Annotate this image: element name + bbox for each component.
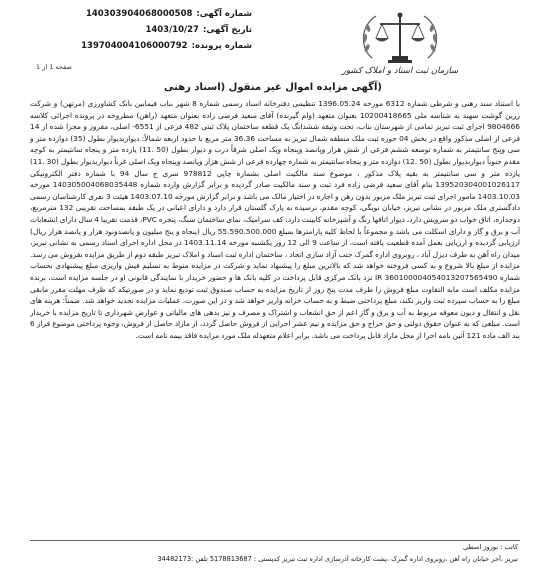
page-number: صفحه 1 از 1 — [36, 63, 72, 71]
announcement-date-row — [92, 22, 252, 38]
footer-signer: کاتب : نوروز اسطی — [462, 543, 518, 551]
file-number: 139704004106000792 — [81, 41, 188, 51]
emblem-logo — [350, 4, 450, 70]
announcement-date-label: تاریخ آگهی: — [202, 25, 252, 35]
footer-address: تبریز ،آخر خیابان راه آهن ،روبروی اداره گمرک ،پشت کارخانه آذرسازی اداره ثبت تبریز کدپستی : 5178813687 تلفن :34482173 — [157, 555, 518, 563]
announcement-date: 1403/10/27 — [145, 25, 199, 35]
announcement-number-label: شماره آگهی: — [196, 9, 252, 19]
document-title: (آگهی مزایده اموال غیر منقول (اسناد رهنی — [164, 82, 382, 93]
announcement-number-row — [85, 6, 252, 22]
header-meta — [81, 6, 252, 54]
document-body: با استناد سند رهنی و شرطی شماره 6312 مورخه 1396.05.24 تنظیمی دفترخانه اسناد رسمی شماره 8 شهر بناب فیمابین بانک کشاورزی (مرتهن) و شرکت زرین گوشت سهند به شناسه ملی 10200418665 بعنوان متعهد (وام گیرنده) آقای سعید فرضی زاده بعنوان متعهد (راهن) مطروحه در پرونده اجرائی کلاسه 9804666 اجرای ثبت تبریز تمامی از شهرستان بناب، تحت وثیقه ششدانگ یک قطعه ساختمان پلاک ثبتی 482 فرعی از 6551- اصلی، مفروز و مجزا شده از 14 فرعی از اصلی مذکور واقع در بخش 04 حوزه ثبت ملک منطقه شمال تبریز به مساحت 36.36 متر مربع با حدود اربعه شمالاً: دیواربدیوار بطول (35) دوازده متر و سی وپنج سانتیمتر به شماره توسعه ششم فرعی از شش هزار وپانصد وپنجاه ویک اصلی شرقاً درب و دیوار بطول (50 .11) یازده متر و پنجاه سانتیمتر به کوچه مقدم جنوباً دیواربدیوار بطول (50 .12) دوازده متر و پنجاه سانتیمتر به شماره چهارده فرعی از شش هزار وپانصد وپنجاه ویک اصلی غرباً دیواربدیوار بطول (30 .11) یازده متر و سی سانتیمتر به بقیه پلاک مذکور ، موضوع سند مالکیت اصلی بشماره چاپی 978812 سری ج سال 94 با شماره دفتر الکترونیکی 139520304001026117 بنام آقای سعید فرضی زاده فرد ثبت و سند مالکیت صادر گردیده و برابر گزارش وارده شماره 140305004068035448 مورخه 1403.10.03 مامور اجرای ثبت تبریز ملک مزبور بدون رهن و اجاره در اختیار مالک می باشد و برابر گزارش مورخه 1403.07.10 هیئت 3 نفری کارشناسان رسمی دادگستری ملک مزبور در نشانی تبریز، خیابان نوبگی، کوچه مقدم، نرسیده به پارک گلستان قرار دارد و دارای اعیانی در یک طبقه بمساحت تقریبی 132 مترمربع، دوجداره، اتاق خواب دو سرویس دارد، دیوار اتاقها رنگ و آشپزخانه کابینت دارد، کف سرامیک، نمای ساختمان سنگ، پنجره PVC، قدمت تقریبا 4 سال دارای انشعابات آب و برق و گاز و دارای اسکلت می باشد و مجموعاً با لحاظ کلیه پارامترها بمبلغ 55.590.500.000 ریال (پنجاه و پنج میلیون و پانصدونود هزار و پانصد هزار ریال) ارزیابی گردیده و ارزیابی بعمل آمده قطعیت یافته است، از ساعت 9 الی 12 روز یکشنبه مورخه 1403.11.14 در محل اداره اجرای اسناد رسمی به نشانی تبریز، میدان راه آهن به طرف دیزل آباد ، روبروی اداره گمرک جنب آزاد سازی اتحاد ، ساختمان اداره ثبت اسناد و املاک تبریز طبقه دوم از طریق مزایده بفروش می رسد. مزایده از مبلغ بالا شروع و به کسی فروخته خواهد شد که بالاترین مبلغ را پیشنهاد نماید و شرکت در مزایده منوط به تسلیم فیش واریزی مبلغ پیشنهادی بحساب شماره IR 360100004054013207565490 نزد بانک مرکزی قابل پرداخت در کلیه بانک ها و حضور خریدار با نمایندگی قانونی او در جلسه مزایده است، برنده مزایده مکلف است مابه التفاوت مبلغ فروش را ظرف مدت پنج روز از تاریخ مزایده به حساب صندوق ثبت تودیع نماید و در صورتیکه که ظرف مهلت مقرر مابقی مبلغ را به حساب سپرده ثبت واریز نکند، مبلغ پرداختی ضبط و به حساب خزانه واریز خواهد شد و در این صورت، عملیات مزایده تجدید خواهد شد. ضمناً: هزینه های نقل و انتقال و دیون معوقه مربوط به آب و برق و گاز اعم از حق انشعاب و اشتراک و مصرف و نیز بدهی های مالیاتی و عوارض شهرداری تا تاریخ مزایده با خریدار است. مبلغی که به عنوان حقوق دولتی و حق حراج و حق مزایده و نیم عشر اجرایی از فروش حاصل گردد، از مازاد حاصل از فروش، وجوه پرداختی موضوع فراز 6 بند الف ماده 121 آئین نامه اجرا از محل مازاد قابل پرداخت می باشد. برابر اعلام متعهدله ملک مورد مزایده فاقد بیمه نامه است. — [30, 99, 521, 340]
file-number-label: شماره پرونده: — [191, 41, 252, 51]
file-number-row — [81, 38, 252, 54]
organization-name: سازمان ثبت اسناد و املاک کشور — [341, 66, 459, 76]
footer-divider — [30, 540, 520, 541]
announcement-number: 140303904068000508 — [85, 9, 193, 19]
scales-of-justice-icon — [350, 4, 450, 70]
